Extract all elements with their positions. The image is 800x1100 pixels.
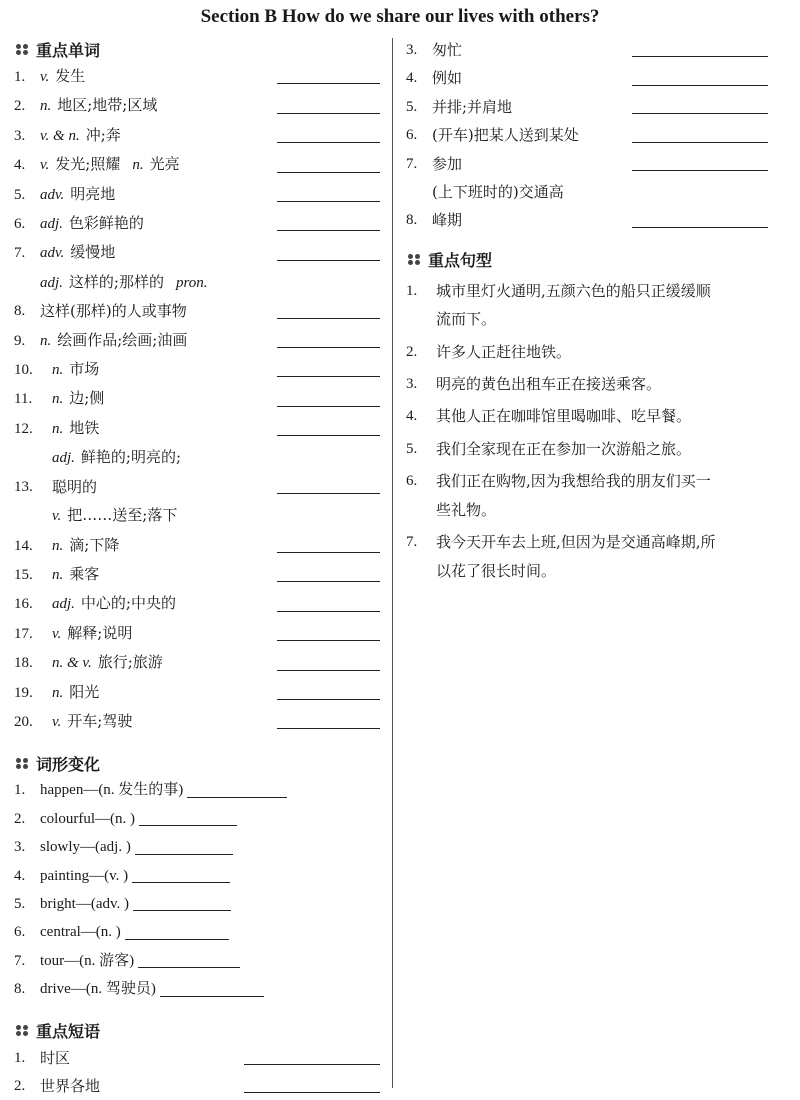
part-of-speech: n. (52, 684, 64, 701)
item-body (40, 776, 380, 804)
item-body (40, 862, 380, 890)
answer-blank[interactable] (277, 346, 380, 348)
sentence-chinese: 些礼物。 (436, 500, 497, 519)
sentence-chinese: 许多人正赶往地铁。 (436, 342, 572, 361)
item-body (432, 150, 632, 178)
part-of-speech: v. (52, 625, 62, 642)
item-number: 3. (406, 376, 418, 393)
item-meaning: 光亮 (149, 155, 180, 174)
vocab-item (14, 678, 380, 707)
item-body (432, 93, 632, 121)
vocab-item (14, 121, 380, 150)
part-of-speech: v. (40, 157, 50, 174)
item-number: 15. (14, 566, 33, 583)
answer-blank[interactable] (277, 112, 380, 114)
item-body (40, 975, 380, 1003)
item-body (52, 589, 277, 618)
vocab-item (14, 560, 380, 589)
answer-blank[interactable] (135, 853, 233, 855)
item-line (40, 121, 277, 150)
section-bullet-icon (16, 44, 29, 55)
item-number: 8. (14, 303, 26, 320)
wordform-prompt: happen—(n. 发生的事) (40, 782, 184, 799)
item-meaning: 阳光 (69, 682, 100, 701)
column-divider (392, 38, 393, 1088)
section-bullet-icon (408, 254, 421, 265)
item-number: 2. (14, 98, 26, 115)
item-number: 1. (14, 1049, 26, 1066)
item-meaning: 鲜艳的;明亮的; (80, 448, 182, 467)
item-line (40, 268, 277, 297)
sentence-line (406, 496, 768, 524)
item-meaning: 参加 (432, 154, 463, 173)
part-of-speech: pron. (175, 274, 208, 291)
item-meaning: 市场 (69, 360, 100, 379)
item-body (40, 268, 277, 326)
item-body (432, 178, 632, 235)
answer-blank[interactable] (277, 551, 380, 553)
item-body (52, 619, 277, 648)
item-number: 8. (14, 981, 26, 998)
item-number: 18. (14, 655, 33, 672)
item-number: 2. (14, 1078, 26, 1094)
item-number: 2. (406, 343, 418, 360)
item-body (40, 238, 277, 267)
item-line (52, 648, 277, 677)
wordform-prompt: painting—(v. ) (40, 867, 129, 884)
item-meaning: 色彩鲜艳的 (68, 214, 144, 233)
wordform-item (14, 890, 380, 918)
item-meaning: 聪明的 (52, 477, 98, 496)
item-meaning: 旅行;旅游 (97, 653, 163, 672)
page-title: Section B How do we share our lives with others? (200, 6, 600, 27)
item-line (52, 355, 277, 384)
sentence-item (406, 338, 768, 366)
vocab-item (14, 707, 380, 736)
answer-blank[interactable] (277, 580, 380, 582)
item-line (52, 678, 277, 707)
answer-blank[interactable] (277, 229, 380, 231)
wordform-item (14, 862, 380, 890)
item-number: 6. (14, 924, 26, 941)
phrase-list (14, 1044, 380, 1100)
wordform-prompt: central—(n. ) (40, 924, 121, 941)
sentence-chinese: 我们正在购物,因为我想给我的朋友们买一 (436, 472, 711, 491)
answer-blank[interactable] (277, 727, 380, 729)
part-of-speech: n. (40, 332, 52, 349)
vocab-item (14, 209, 380, 238)
wordform-prompt: bright—(adv. ) (40, 895, 130, 912)
item-line (52, 619, 277, 648)
item-body (40, 1044, 244, 1072)
answer-blank[interactable] (187, 796, 287, 798)
wordform-item (14, 975, 380, 1003)
sentence-chinese: 流而下。 (436, 310, 497, 329)
item-number: 10. (14, 362, 33, 379)
wordform-item (14, 833, 380, 861)
item-line (52, 589, 277, 618)
item-meaning: 开车;驾驶 (67, 711, 133, 730)
answer-blank[interactable] (632, 55, 768, 57)
item-number: 12. (14, 420, 33, 437)
item-number: 1. (406, 282, 418, 299)
item-body (40, 326, 277, 355)
item-meaning: 绘画作品;绘画;油画 (57, 330, 188, 349)
answer-blank[interactable] (277, 82, 380, 84)
sentence-line (406, 370, 768, 398)
item-line (40, 238, 277, 267)
item-line (40, 62, 277, 91)
item-line (40, 150, 277, 179)
item-line (52, 707, 277, 736)
item-meaning: 明亮地 (70, 184, 116, 203)
vocab-item (14, 268, 380, 326)
answer-blank[interactable] (632, 112, 768, 114)
item-number: 6. (406, 473, 418, 490)
sentence-chinese: 我们全家现在正在参加一次游船之旅。 (436, 439, 692, 458)
part-of-speech: n. (52, 537, 64, 554)
item-meaning: 并排;并肩地 (432, 97, 513, 116)
part-of-speech: n. (40, 98, 52, 115)
item-line (40, 297, 277, 325)
part-of-speech: adj. (52, 596, 75, 613)
answer-blank[interactable] (133, 909, 231, 911)
item-body (52, 443, 277, 501)
right-column (406, 36, 768, 589)
answer-blank[interactable] (277, 171, 380, 173)
item-number: 16. (14, 596, 33, 613)
answer-blank[interactable] (277, 669, 380, 671)
phrase-item (14, 1072, 380, 1100)
wordform-item (14, 805, 380, 833)
answer-blank[interactable] (632, 84, 768, 86)
sentence-line (406, 305, 768, 333)
item-body (40, 890, 380, 918)
item-meaning: 发光;照耀 (55, 155, 121, 174)
wordform-prompt: slowly—(adj. ) (40, 839, 131, 856)
item-number: 13. (14, 478, 33, 495)
sentence-line (406, 277, 768, 305)
part-of-speech: v. & n. (40, 127, 80, 144)
item-meaning: 峰期 (432, 211, 463, 230)
item-meaning: 解释;说明 (67, 623, 133, 642)
item-body (52, 501, 277, 560)
sentence-line (406, 557, 768, 585)
item-line (40, 91, 277, 120)
part-of-speech: adj. (40, 274, 63, 291)
sentence-list (406, 277, 768, 585)
section-heading-vocab: 重点单词 (14, 36, 380, 62)
item-number: 6. (406, 127, 418, 144)
sentence-item (406, 402, 768, 430)
item-number: 6. (14, 216, 26, 233)
item-line (52, 560, 277, 589)
answer-blank[interactable] (277, 259, 380, 261)
left-column (14, 36, 380, 1100)
item-line (52, 414, 277, 443)
answer-blank[interactable] (139, 824, 237, 826)
item-body (40, 209, 277, 238)
item-body (40, 121, 277, 150)
sentence-item (406, 435, 768, 463)
item-number: 19. (14, 684, 33, 701)
item-number: 20. (14, 713, 33, 730)
vocab-item (14, 91, 380, 120)
item-meaning: 乘客 (69, 564, 100, 583)
section-bullet-icon (16, 1025, 29, 1036)
item-meaning: 冲;奔 (85, 125, 121, 144)
item-body (52, 414, 277, 443)
part-of-speech: adj. (40, 216, 63, 233)
answer-blank[interactable] (277, 698, 380, 700)
part-of-speech: n. (52, 420, 64, 437)
item-number: 5. (406, 440, 418, 457)
item-meaning: 发生 (55, 67, 86, 85)
section-bullet-icon (16, 758, 29, 769)
answer-blank[interactable] (277, 610, 380, 612)
part-of-speech: n. (132, 157, 144, 174)
item-body (432, 36, 632, 64)
item-meaning: 例如 (432, 69, 463, 88)
item-body (40, 947, 380, 975)
item-number: 5. (406, 98, 418, 115)
answer-blank[interactable] (277, 317, 380, 319)
item-number: 3. (14, 839, 26, 856)
wordform-item (14, 776, 380, 804)
phrase-item (406, 121, 768, 149)
item-meaning: 匆忙 (432, 41, 463, 59)
item-meaning: 地铁 (69, 418, 100, 437)
answer-blank[interactable] (244, 1091, 380, 1093)
sentence-line (406, 528, 768, 556)
item-meaning: 中心的;中央的 (80, 594, 176, 613)
wordform-prompt: drive—(n. 驾驶员) (40, 981, 156, 998)
sentence-chinese: 以花了很长时间。 (436, 561, 557, 580)
item-meaning: 世界各地 (40, 1077, 101, 1095)
vocab-list (14, 62, 380, 736)
section-heading-wordforms: 词形变化 (14, 750, 380, 776)
answer-blank[interactable] (277, 141, 380, 143)
item-line (52, 384, 277, 413)
item-number: 5. (14, 186, 26, 203)
item-meaning: 时区 (40, 1048, 71, 1067)
answer-blank[interactable] (125, 938, 229, 940)
part-of-speech: v. (40, 69, 50, 85)
item-line (52, 531, 277, 560)
sentence-item (406, 277, 768, 334)
item-number: 7. (406, 155, 418, 172)
item-body (40, 1072, 244, 1100)
item-meaning: (上下班时的)交通高 (432, 183, 564, 202)
phrase-item (14, 1044, 380, 1072)
vocab-item (14, 150, 380, 179)
vocab-item (14, 238, 380, 267)
sentence-item (406, 528, 768, 585)
item-body (40, 62, 277, 91)
item-body (52, 678, 277, 707)
answer-blank[interactable] (632, 169, 768, 171)
item-line (40, 209, 277, 238)
phrase-item (406, 150, 768, 178)
item-body (52, 707, 277, 736)
item-number: 3. (14, 127, 26, 144)
sentence-line (406, 467, 768, 495)
item-number: 4. (406, 70, 418, 87)
answer-blank[interactable] (277, 639, 380, 641)
answer-blank[interactable] (160, 995, 264, 997)
item-number: 7. (14, 952, 26, 969)
item-number: 1. (14, 69, 26, 85)
vocab-item (14, 62, 380, 91)
item-line (40, 180, 277, 209)
phrase-item (406, 178, 768, 235)
item-meaning: 地区;地带;区域 (57, 96, 158, 115)
item-meaning: 滴;下降 (69, 535, 120, 554)
answer-blank[interactable] (632, 141, 768, 143)
wordform-prompt: colourful—(n. ) (40, 810, 135, 827)
part-of-speech: adj. (52, 450, 75, 467)
sentence-chinese: 明亮的黄色出租车正在接送乘客。 (436, 375, 662, 394)
sentence-line (406, 338, 768, 366)
item-line (40, 326, 277, 355)
answer-blank[interactable] (277, 405, 380, 407)
vocab-item (14, 414, 380, 443)
wordform-item (14, 918, 380, 946)
part-of-speech: v. (52, 713, 62, 730)
part-of-speech: n. (52, 362, 64, 379)
item-number: 7. (14, 245, 26, 262)
phrase-item (406, 93, 768, 121)
wordform-item (14, 947, 380, 975)
item-body (432, 64, 632, 92)
item-body (40, 833, 380, 861)
answer-blank[interactable] (632, 226, 768, 228)
answer-blank[interactable] (277, 200, 380, 202)
item-body (52, 355, 277, 384)
item-meaning: (开车)把某人送到某处 (432, 126, 579, 145)
item-number: 4. (14, 157, 26, 174)
answer-blank[interactable] (138, 966, 240, 968)
item-number: 7. (406, 534, 418, 551)
item-body (40, 91, 277, 120)
item-body (40, 918, 380, 946)
item-number: 3. (406, 42, 418, 58)
item-body (40, 150, 277, 179)
vocab-item (14, 619, 380, 648)
item-line (52, 473, 277, 501)
answer-blank[interactable] (132, 881, 230, 883)
vocab-item (14, 355, 380, 384)
item-line (52, 443, 277, 472)
item-body (52, 648, 277, 677)
phrase-list-continued (406, 36, 768, 235)
sentence-chinese: 城市里灯火通明,五颜六色的船只正缓缓顺 (436, 281, 711, 300)
item-body (52, 560, 277, 589)
item-body (52, 384, 277, 413)
vocab-item (14, 384, 380, 413)
part-of-speech: n. (52, 566, 64, 583)
item-meaning: 这样(那样)的人或事物 (40, 302, 187, 321)
vocab-item (14, 326, 380, 355)
item-meaning: 把……送至;落下 (67, 506, 178, 525)
sentence-line (406, 435, 768, 463)
sentence-item (406, 370, 768, 398)
wordform-list (14, 776, 380, 1003)
item-number: 4. (14, 867, 26, 884)
item-number: 5. (14, 895, 26, 912)
phrase-item (406, 36, 768, 64)
item-meaning: 边;侧 (69, 389, 105, 408)
item-number: 11. (14, 391, 33, 408)
answer-blank[interactable] (277, 492, 380, 494)
sentence-line (406, 402, 768, 430)
section-heading-sentences: 重点句型 (406, 247, 768, 273)
part-of-speech: n. & v. (52, 655, 92, 672)
section-heading-phrases: 重点短语 (14, 1018, 380, 1044)
item-number: 8. (406, 212, 418, 229)
item-number: 1. (14, 782, 26, 799)
vocab-item (14, 589, 380, 618)
item-number: 4. (406, 408, 418, 425)
sentence-chinese: 其他人正在咖啡馆里喝咖啡、吃早餐。 (436, 407, 692, 426)
item-body (432, 121, 632, 149)
part-of-speech: adv. (40, 245, 65, 262)
item-meaning: 缓慢地 (70, 243, 116, 262)
vocab-item (14, 648, 380, 677)
vocab-item (14, 180, 380, 209)
item-number: 9. (14, 332, 26, 349)
item-number: 14. (14, 537, 33, 554)
answer-blank[interactable] (277, 434, 380, 436)
vocab-item (14, 501, 380, 560)
item-meaning: 这样的;那样的 (68, 272, 164, 291)
part-of-speech: v. (52, 508, 62, 525)
answer-blank[interactable] (244, 1063, 380, 1065)
item-line (52, 501, 277, 530)
item-number: 17. (14, 625, 33, 642)
item-number: 2. (14, 810, 26, 827)
answer-blank[interactable] (277, 375, 380, 377)
sentence-item (406, 467, 768, 524)
sentence-chinese: 我今天开车去上班,但因为是交通高峰期,所 (436, 533, 716, 552)
item-body (40, 805, 380, 833)
part-of-speech: adv. (40, 186, 65, 203)
phrase-item (406, 64, 768, 92)
part-of-speech: n. (52, 391, 64, 408)
item-body (40, 180, 277, 209)
wordform-prompt: tour—(n. 游客) (40, 952, 135, 969)
vocab-item (14, 443, 380, 501)
